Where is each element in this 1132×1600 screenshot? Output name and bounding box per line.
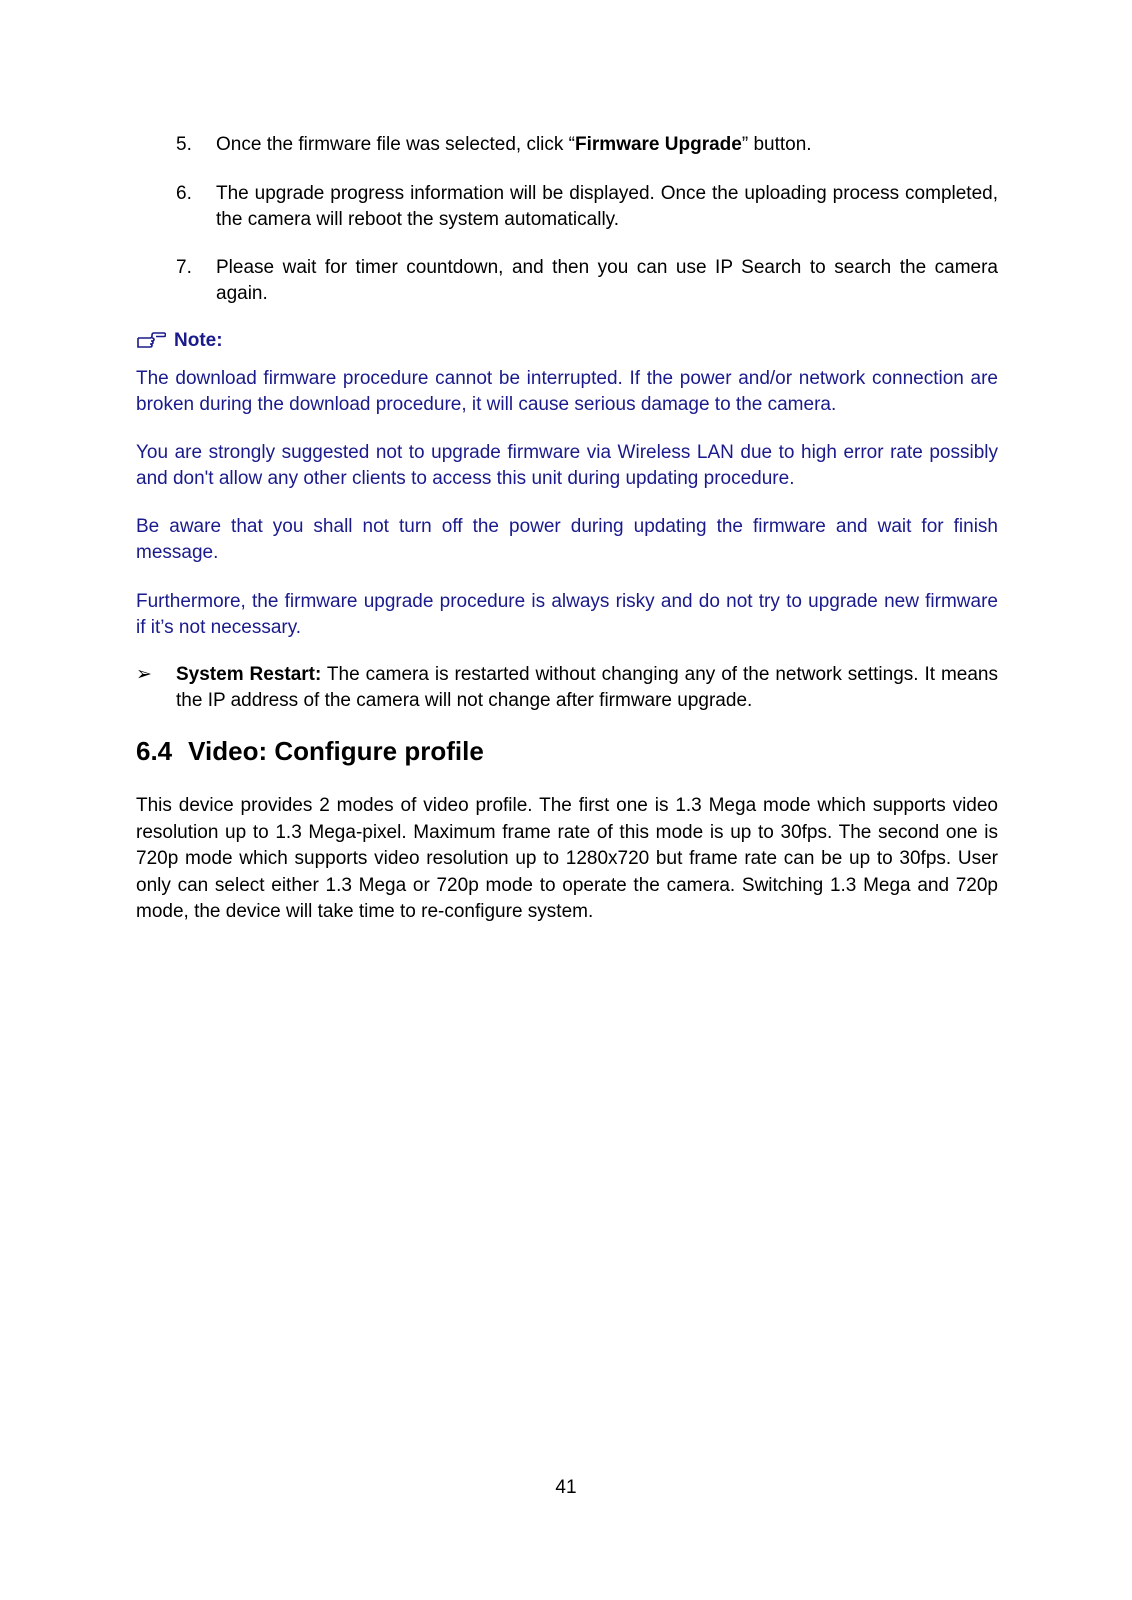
bullet-text: System Restart: The camera is restarted without changing any of the network settings. It means the IP address of the camera will not change after firmware upgrade. — [176, 664, 998, 711]
list-text: Please wait for timer countdown, and then you can use IP Search to search the camera again. — [216, 257, 998, 304]
note-paragraph-2: You are strongly suggested not to upgrade firmware via Wireless LAN due to high error rate possibly and don't allow any other clients to access this unit during updating procedure. — [136, 442, 998, 489]
section-number: 6.4 — [136, 736, 173, 766]
list-item-7 — [136, 255, 998, 307]
bullet-item-system-restart — [136, 662, 998, 714]
note-paragraph-1: The download firmware procedure cannot be interrupted. If the power and/or network connection are broken during the download procedure, it will cause serious damage to the camera. — [136, 368, 998, 415]
note-paragraph-4: Furthermore, the firmware upgrade procedure is always risky and do not try to upgrade new firmware if it’s not necessary. — [136, 591, 998, 638]
list-number: 6. — [176, 183, 192, 204]
page-number: 41 — [555, 1477, 577, 1498]
list-text: The upgrade progress information will be displayed. Once the uploading process completed, the camera will reboot the system automatically. — [216, 183, 998, 230]
note-title: Note: — [174, 330, 223, 351]
bullet-label: System Restart: — [176, 664, 322, 685]
list-number: 5. — [176, 134, 192, 155]
body-paragraph: This device provides 2 modes of video profile. The first one is 1.3 Mega mode which supports video resolution up to 1.3 Mega-pixel. Maximum frame rate of this mode is up to 30fps. The second one is 720p mode which supports video resolution up to 1280x720 but frame rate can be up to 30fps. User only can select either 1.3 Mega or 720p mode to operate the camera. Switching 1.3 Mega and 720p mode, the device will take time to re-configure system. — [136, 795, 998, 922]
list-number: 7. — [176, 257, 192, 278]
list-text: Once the firmware file was selected, click “Firmware Upgrade” button. — [216, 134, 812, 155]
list-item-5 — [136, 132, 998, 158]
section-heading — [136, 736, 484, 767]
note-heading — [136, 330, 223, 352]
list-item-6 — [136, 181, 998, 233]
arrow-bullet-icon: ➢ — [136, 664, 152, 685]
firmware-upgrade-term: Firmware Upgrade — [575, 134, 742, 155]
section-title: Video: Configure profile — [188, 736, 484, 766]
note-paragraph-3: Be aware that you shall not turn off the power during updating the firmware and wait for finish message. — [136, 516, 998, 563]
pointing-hand-icon — [136, 332, 166, 350]
